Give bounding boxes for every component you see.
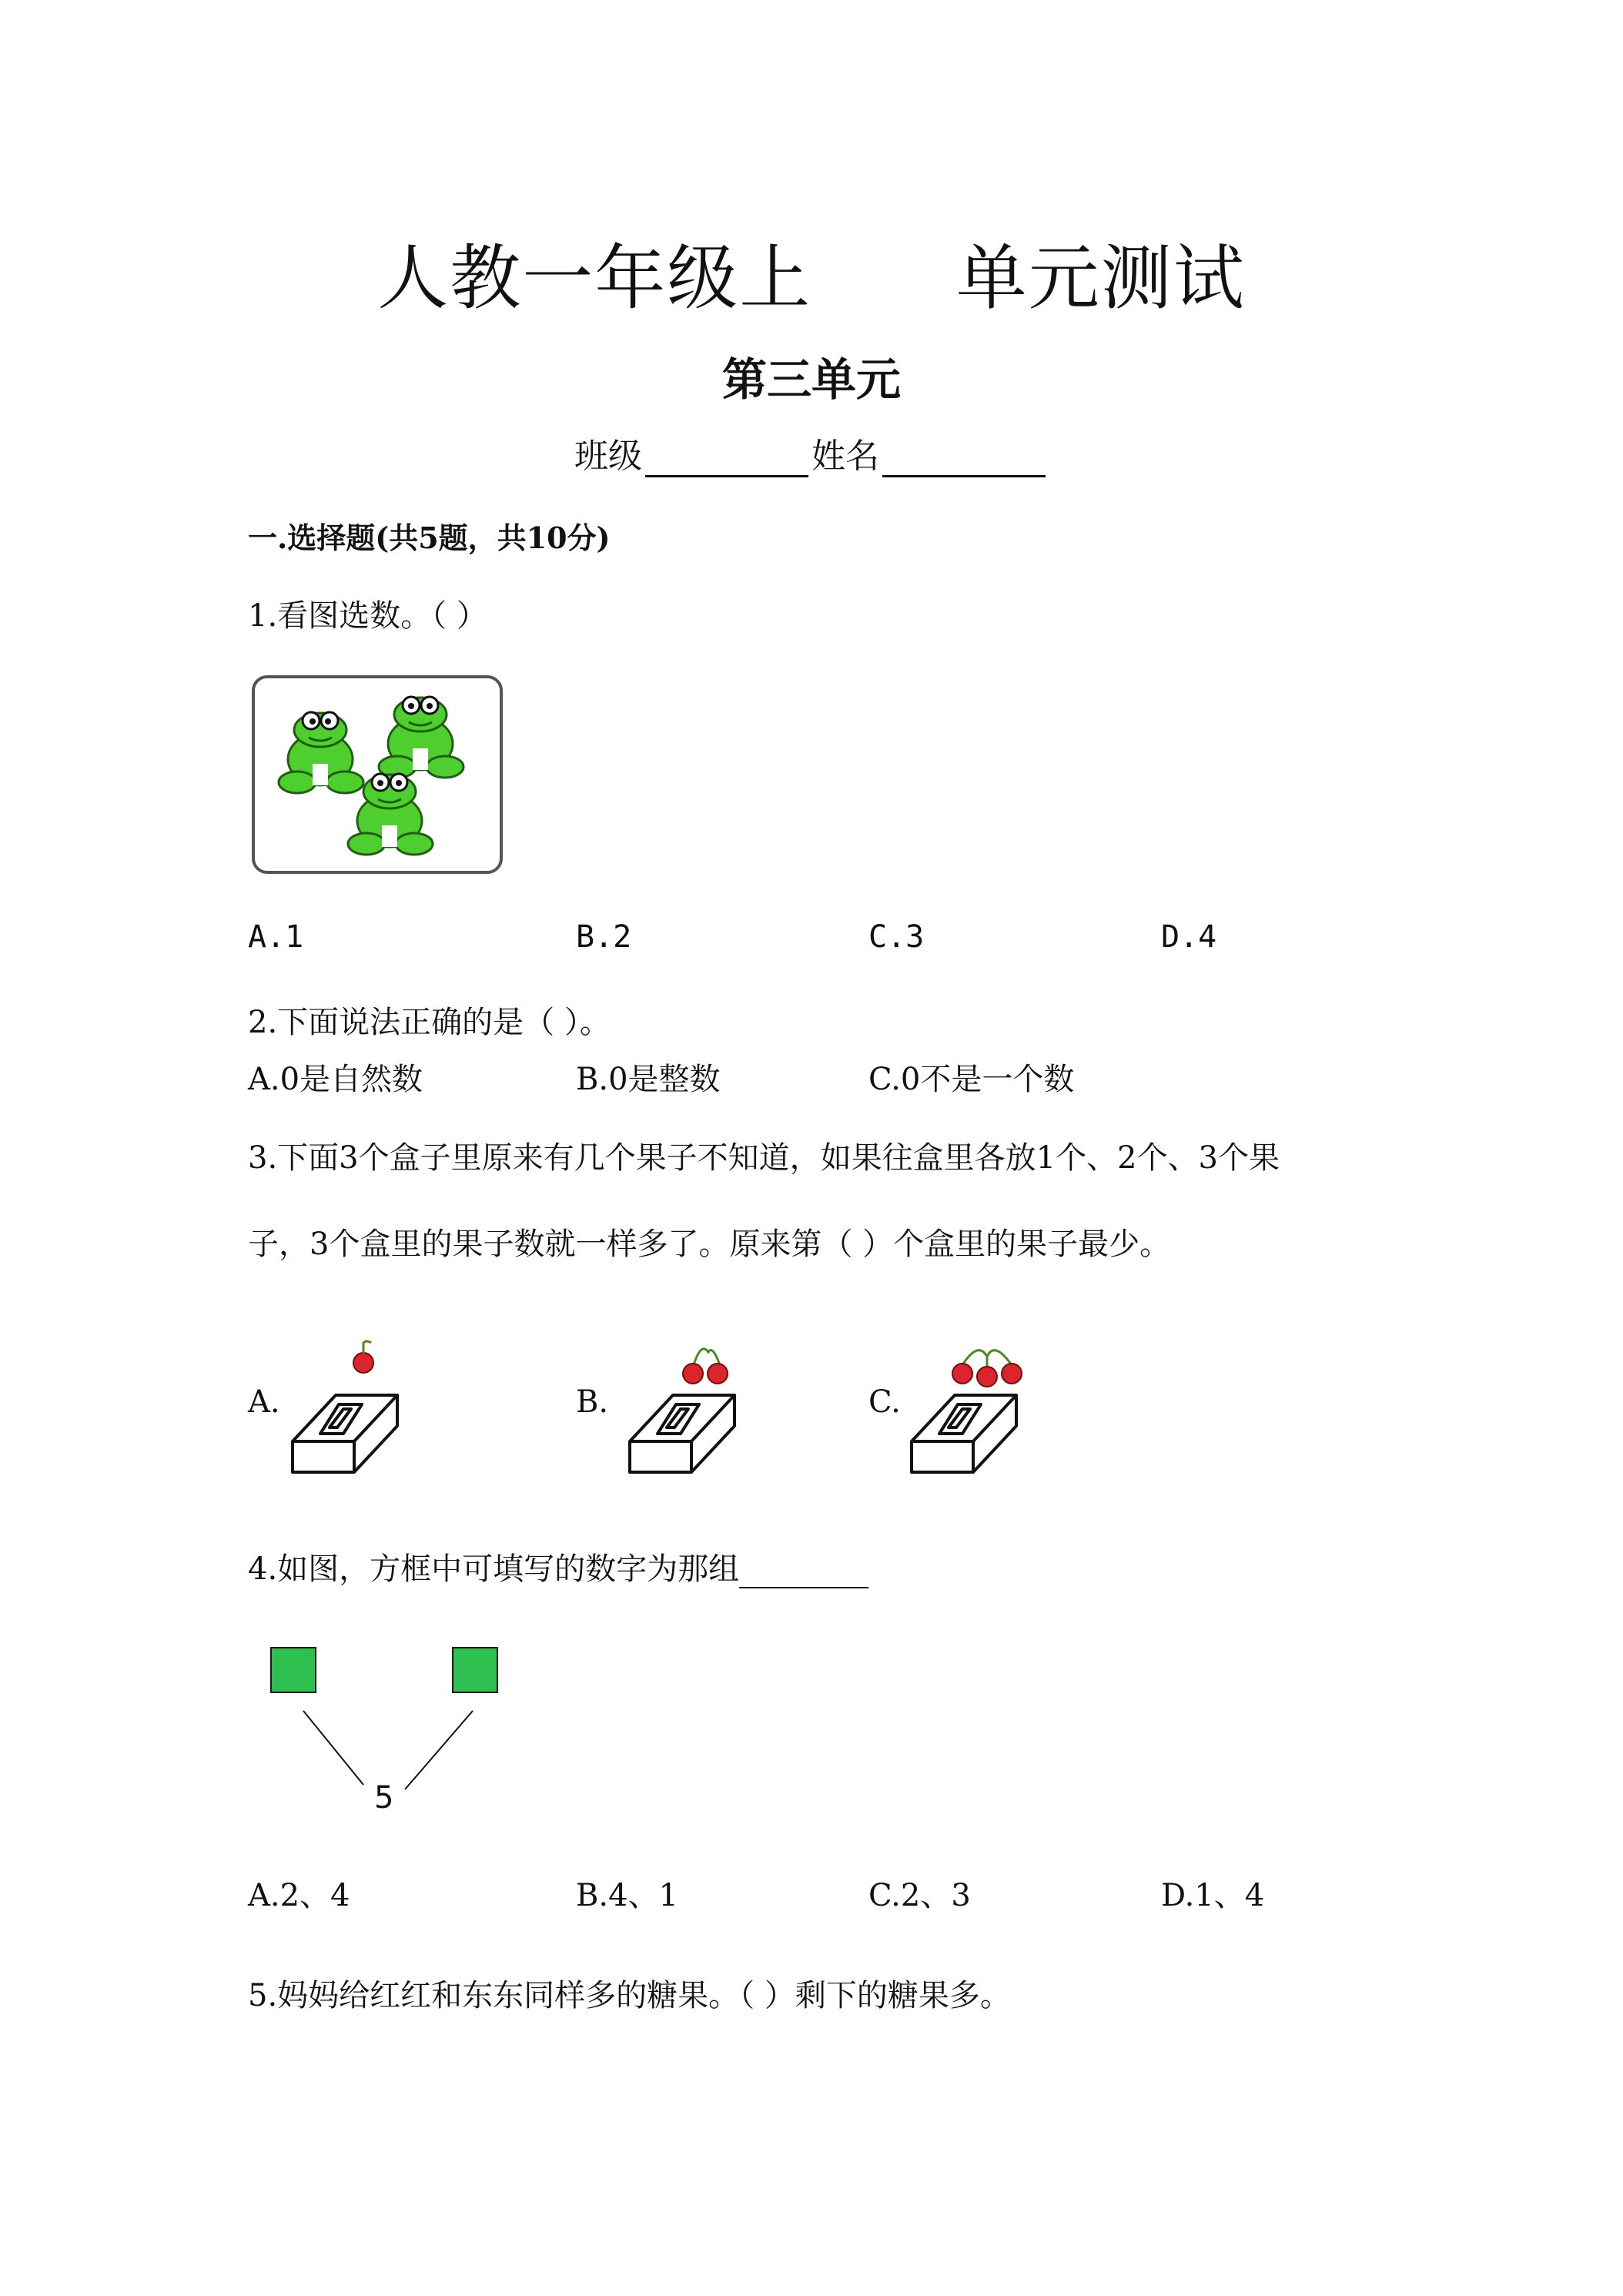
q4-option-b[interactable]: B.4、1 bbox=[576, 1878, 679, 1913]
q2-option-b[interactable]: B.0是整数 bbox=[576, 1062, 721, 1097]
q2-option-a[interactable]: A.0是自然数 bbox=[248, 1062, 423, 1097]
question-4-stem bbox=[248, 1545, 868, 1588]
class-blank[interactable] bbox=[645, 441, 808, 477]
question-3-stem-line2: 子，3个盒里的果子数就一样多了。原来第（ ）个盒里的果子最少。 bbox=[248, 1227, 1171, 1262]
box-a-picture bbox=[289, 1326, 405, 1475]
q3-option-b[interactable]: B. bbox=[576, 1384, 609, 1420]
question-5-stem: 5.妈妈给红红和东东同样多的糖果。（ ）剩下的糖果多。 bbox=[248, 1978, 1011, 2013]
cherry-icon bbox=[977, 1367, 997, 1387]
question-1-stem: 1.看图选数。（ ） bbox=[248, 598, 487, 634]
class-label: 班级 bbox=[574, 437, 642, 476]
q1-option-d[interactable]: D.4 bbox=[1161, 919, 1217, 955]
frogs-picture bbox=[251, 674, 504, 875]
unit-subtitle: 第三单元 bbox=[721, 353, 901, 406]
q2-option-c[interactable]: C.0不是一个数 bbox=[868, 1062, 1075, 1097]
name-blank[interactable] bbox=[882, 441, 1046, 477]
q4-answer-blank[interactable] bbox=[739, 1556, 868, 1588]
q1-option-b[interactable]: B.2 bbox=[576, 919, 632, 955]
question-3-stem-line1: 3.下面3个盒子里原来有几个果子不知道，如果往盒里各放1个、2个、3个果 bbox=[248, 1140, 1280, 1176]
left-square-box bbox=[271, 1648, 316, 1692]
section-title: 一.选择题(共5题，共10分) bbox=[248, 520, 611, 555]
q4-option-d[interactable]: D.1、4 bbox=[1161, 1878, 1265, 1913]
cherry-icon bbox=[683, 1364, 703, 1384]
number-decomposition-figure bbox=[265, 1645, 511, 1822]
cherry-icon bbox=[1002, 1364, 1022, 1384]
q4-stem-text: 4.如图，方框中可填写的数字为那组 bbox=[248, 1551, 740, 1587]
cherry-icon bbox=[708, 1364, 728, 1384]
question-2-stem: 2.下面说法正确的是（ ）。 bbox=[248, 1005, 611, 1040]
cherry-icon bbox=[353, 1353, 373, 1373]
q3-option-c[interactable]: C. bbox=[868, 1384, 901, 1420]
q1-option-c[interactable]: C.3 bbox=[868, 919, 925, 955]
student-info-line bbox=[0, 428, 1623, 477]
box-c-picture bbox=[909, 1326, 1039, 1475]
q4-option-a[interactable]: A.2、4 bbox=[248, 1878, 350, 1913]
q3-option-a[interactable]: A. bbox=[248, 1384, 280, 1420]
right-square-box bbox=[453, 1648, 497, 1692]
q1-option-a[interactable]: A.1 bbox=[248, 919, 304, 955]
box-b-picture bbox=[627, 1326, 750, 1475]
q4-option-c[interactable]: C.2、3 bbox=[868, 1878, 971, 1913]
cherry-icon bbox=[952, 1364, 972, 1384]
page-title: 人教一年级上 单元测试 bbox=[377, 237, 1246, 320]
total-number: 5 bbox=[374, 1780, 394, 1816]
name-label: 姓名 bbox=[812, 437, 879, 476]
